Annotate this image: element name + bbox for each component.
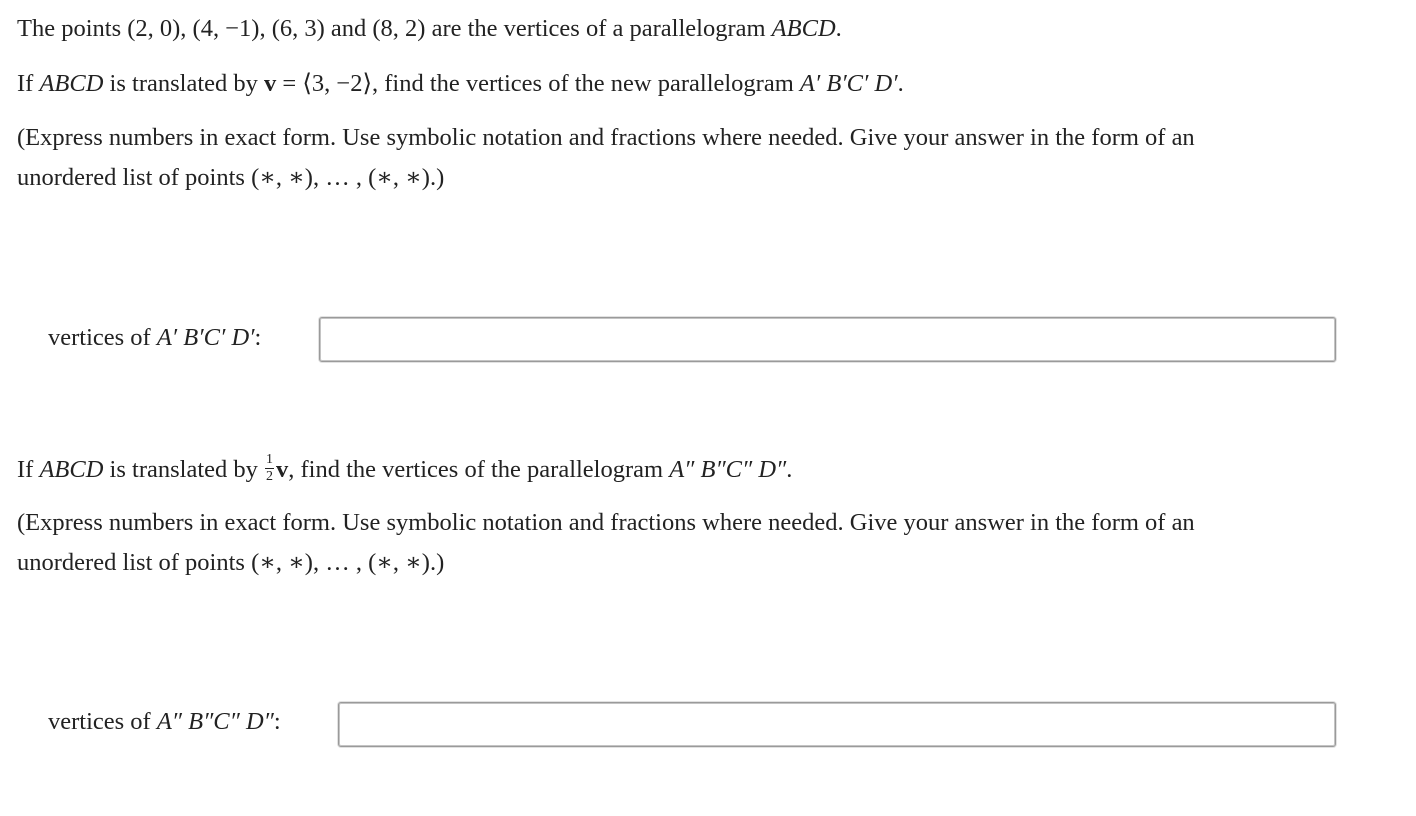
instruction-line-1: (Express numbers in exact form. Use symbolic notation and fractions where needed. Give your answer in the form of an <box>17 124 1195 151</box>
statement-prefix: The points (2, 0), (4, −1), (6, 3) and (8, 2) are the vertices of a parallelogram <box>17 15 772 42</box>
answer-label-prefix: vertices of <box>48 708 157 735</box>
shape-abcd: ABCD <box>39 456 104 484</box>
instruction-line-1: (Express numbers in exact form. Use symbolic notation and fractions where needed. Give your answer in the form of an <box>17 509 1195 536</box>
fraction-denominator: 2 <box>266 469 273 484</box>
target-shape: A″ B″C″ D″ <box>669 456 787 484</box>
answer-label-part2 <box>48 710 281 735</box>
instruction-line-2: unordered list of points (∗, ∗), … , (∗, ∗).) <box>17 164 445 191</box>
statement-suffix: . <box>835 15 842 42</box>
vector-v: v <box>276 456 289 484</box>
question-rest: , find the vertices of the parallelogram <box>288 456 670 484</box>
question-if: If <box>17 456 40 484</box>
fraction-numerator: 1 <box>266 452 273 467</box>
question-translated-by: is translated by <box>103 70 264 97</box>
question-end: . <box>897 70 904 97</box>
answer-label-prefix: vertices of <box>48 324 157 351</box>
question-part1 <box>17 72 904 97</box>
fraction-one-half <box>265 453 274 484</box>
vector-v: v <box>264 70 277 97</box>
shape-abcd: ABCD <box>39 70 104 97</box>
question-if: If <box>17 70 40 97</box>
problem-statement <box>17 17 842 42</box>
instruction-line-2: unordered list of points (∗, ∗), … , (∗, ∗).) <box>17 549 445 576</box>
question-vector-value: = ⟨3, −2⟩, find the vertices of the new parallelogram <box>276 70 800 97</box>
question-translated-by: is translated by <box>103 456 264 484</box>
question-end: . <box>786 456 793 484</box>
answer-label-colon: : <box>254 324 262 351</box>
parallelogram-name: ABCD <box>771 15 836 42</box>
answer-label-shape: A′ B′C′ D′ <box>156 324 255 351</box>
target-shape: A′ B′C′ D′ <box>799 70 898 97</box>
vertices-double-prime-input[interactable] <box>338 702 1336 747</box>
vertices-prime-input[interactable] <box>319 317 1336 362</box>
answer-label-part1 <box>48 326 261 351</box>
answer-label-shape: A″ B″C″ D″ <box>156 708 274 735</box>
answer-label-colon: : <box>273 708 281 735</box>
question-part2 <box>17 452 793 487</box>
